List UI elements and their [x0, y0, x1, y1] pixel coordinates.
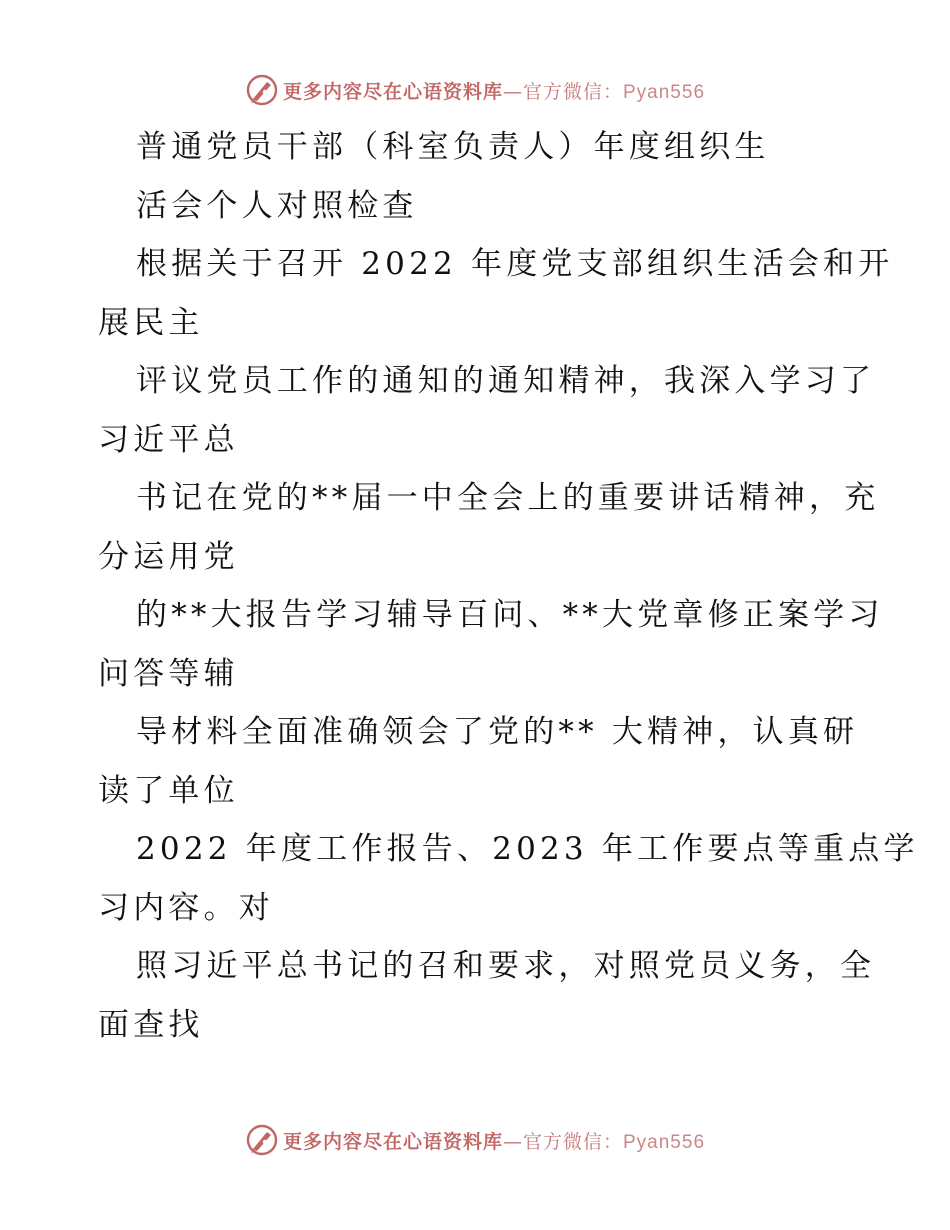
- text-line: 普通党员干部（科室负责人）年度组织生: [136, 129, 770, 165]
- watermark-dash: —: [502, 80, 523, 103]
- text-line: 活会个人对照检查: [136, 187, 418, 224]
- text-line: 2022 年度工作报告、2023 年工作要点等重点学: [136, 831, 919, 867]
- pen-logo-icon: [245, 1123, 279, 1157]
- watermark-dash: —: [502, 1130, 523, 1153]
- text-line: 导材料全面准确领会了党的** 大精神，认真研: [136, 714, 859, 750]
- text-line: 展民主: [98, 304, 204, 341]
- watermark-sub-text: 官方微信：: [522, 1130, 623, 1153]
- watermark-main-text: 更多内容尽在心语资料库: [282, 1130, 503, 1153]
- watermark-main-text: 更多内容尽在心语资料库: [282, 80, 503, 103]
- text-line: 读了单位: [98, 772, 239, 809]
- watermark-sub-text: 官方微信：: [522, 80, 623, 103]
- watermark-wechat-id: Pyan556: [623, 1131, 706, 1153]
- text-line: 分运用党: [98, 538, 239, 575]
- text-line: 根据关于召开 2022 年度党支部组织生活会和开: [136, 246, 894, 282]
- watermark-text: [283, 77, 705, 104]
- text-line: 习近平总: [98, 421, 239, 458]
- watermark-wechat-id: Pyan556: [623, 81, 706, 103]
- text-line: 评议党员工作的通知的通知精神，我深入学习了: [136, 363, 876, 399]
- pen-logo-icon: [245, 73, 279, 107]
- text-line: 的**大报告学习辅导百问、**大党章修正案学习: [136, 597, 884, 633]
- text-line: 习内容。对: [98, 889, 274, 926]
- text-line: 问答等辅: [98, 655, 239, 692]
- text-line: 照习近平总书记的召和要求，对照党员义务，全: [136, 948, 876, 984]
- header-watermark-banner: [0, 70, 950, 110]
- watermark-text: [283, 1127, 705, 1154]
- document-body: [98, 118, 919, 1054]
- text-line: 面查找: [98, 1006, 204, 1043]
- footer-watermark-banner: [0, 1120, 950, 1160]
- text-line: 书记在党的**届一中全会上的重要讲话精神，充: [136, 480, 880, 516]
